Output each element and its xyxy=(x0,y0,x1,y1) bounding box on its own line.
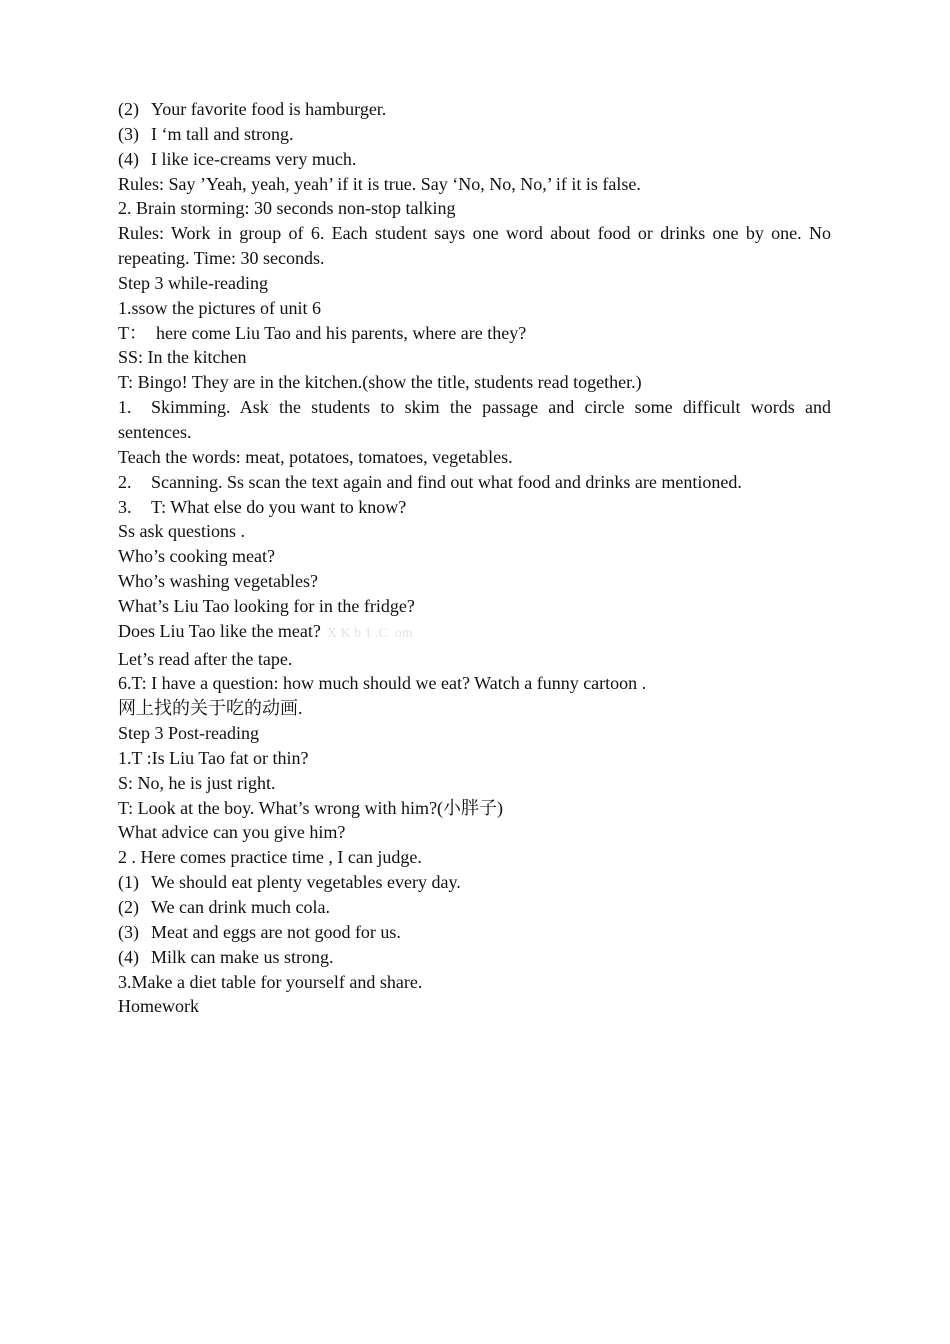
list-item xyxy=(118,470,831,495)
item-number: (1) xyxy=(118,872,139,893)
dialogue-line: 1.T :Is Liu Tao fat or thin? xyxy=(118,747,309,768)
dialogue-line: T: Look at the boy. What’s wrong with him?(小胖子) xyxy=(118,797,504,818)
paragraph: 1.ssow the pictures of unit 6 xyxy=(118,297,321,318)
list-item xyxy=(118,495,831,520)
document-page xyxy=(118,97,831,1019)
item-text: Your favorite food is hamburger. xyxy=(151,99,387,119)
item-text: We should eat plenty vegetables every day. xyxy=(151,872,461,893)
list-item xyxy=(118,97,831,122)
item-number: 1. xyxy=(118,397,132,418)
activity-heading: 2 . Here comes practice time , I can judge. xyxy=(118,847,422,868)
paragraph: 网上找的关于吃的动画. xyxy=(118,698,303,719)
list-item xyxy=(118,395,831,445)
section-heading: Homework xyxy=(118,996,199,1017)
item-text: Scanning. Ss scan the text again and find out what food and drinks are mentioned. xyxy=(151,471,742,492)
paragraph: Teach the words: meat, potatoes, tomatoes, vegetables. xyxy=(118,446,513,467)
question-line: Who’s cooking meat? xyxy=(118,546,275,567)
dialogue-line: SS: In the kitchen xyxy=(118,347,247,368)
dialogue-line: S: No, he is just right. xyxy=(118,772,276,793)
list-item xyxy=(118,870,831,895)
step-heading: Step 3 Post-reading xyxy=(118,723,259,744)
question-line: Who’s washing vegetables? xyxy=(118,571,318,592)
question-line: What’s Liu Tao looking for in the fridge? xyxy=(118,595,415,616)
item-number: (4) xyxy=(118,946,139,967)
item-text: Milk can make us strong. xyxy=(151,946,334,967)
list-item xyxy=(118,122,831,147)
paragraph: 3.Make a diet table for yourself and share. xyxy=(118,971,423,992)
item-number: (2) xyxy=(118,99,139,119)
list-item xyxy=(118,920,831,945)
rules-text: Rules: Work in group of 6. Each student says one word about food or drinks one by one. No repeating. Time: 30 seconds. xyxy=(118,223,831,269)
dialogue-line: T: Bingo! They are in the kitchen.(show the title, students read together.) xyxy=(118,372,642,393)
list-item xyxy=(118,945,831,970)
question-text: Does Liu Tao like the meat? xyxy=(118,620,321,641)
item-text: I like ice-creams very much. xyxy=(151,148,357,169)
paragraph: Let’s read after the tape. xyxy=(118,648,293,669)
list-item xyxy=(118,895,831,920)
item-number: 3. xyxy=(118,496,132,517)
item-number: (4) xyxy=(118,148,139,169)
paragraph: Ss ask questions . xyxy=(118,521,246,542)
item-number: (3) xyxy=(118,921,139,942)
watermark-text: X K b 1 .C om xyxy=(326,625,413,641)
item-number: 2. xyxy=(118,471,132,492)
dialogue-line: T： here come Liu Tao and his parents, where are they? xyxy=(118,322,527,343)
item-number: (3) xyxy=(118,123,139,144)
item-text: Meat and eggs are not good for us. xyxy=(151,921,401,942)
item-text: Skimming. Ask the students to skim the passage and circle some difficult words and sentences. xyxy=(118,397,831,442)
item-text: T: What else do you want to know? xyxy=(151,496,407,517)
item-text: I ‘m tall and strong. xyxy=(151,123,294,144)
item-text: We can drink much cola. xyxy=(151,897,330,917)
rules-text: Rules: Say ’Yeah, yeah, yeah’ if it is true. Say ‘No, No, No,’ if it is false. xyxy=(118,173,641,194)
activity-heading: 2. Brain storming: 30 seconds non-stop talking xyxy=(118,198,456,219)
question-line xyxy=(118,619,831,647)
question-line: What advice can you give him? xyxy=(118,822,346,843)
step-heading: Step 3 while-reading xyxy=(118,272,268,293)
item-number: (2) xyxy=(118,897,139,917)
paragraph: 6.T: I have a question: how much should we eat? Watch a funny cartoon . xyxy=(118,673,647,694)
list-item xyxy=(118,147,831,172)
